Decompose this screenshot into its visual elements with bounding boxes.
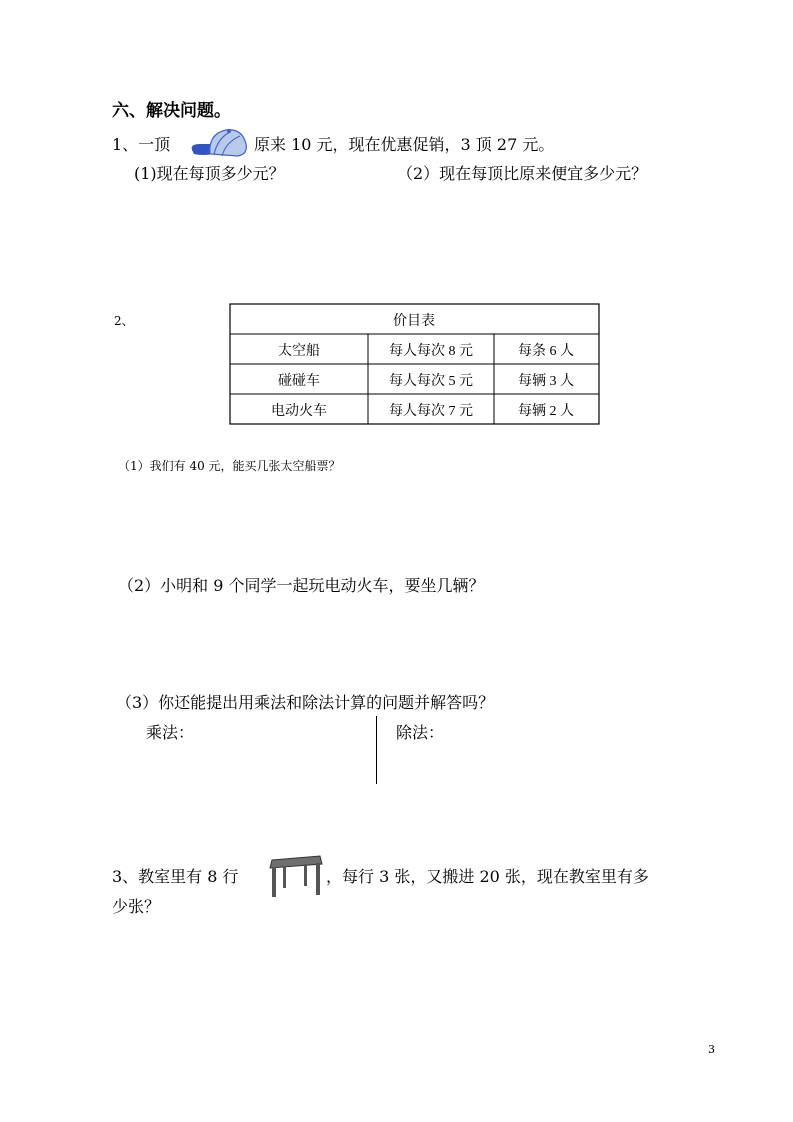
- q3-prefix: 3、教室里有 8 行: [112, 867, 239, 886]
- desk-icon: [268, 854, 324, 900]
- q2-sub1: （1）我们有 40 元，能买几张太空船票？: [118, 459, 341, 473]
- answer-divider: [376, 716, 377, 784]
- cap-icon: [188, 126, 250, 160]
- price-table: [229, 303, 601, 427]
- table-cell: 太空船: [278, 344, 320, 359]
- table-cell: 电动火车: [271, 404, 327, 419]
- q1-sub2: （2）现在每顶比原来便宜多少元？: [397, 164, 648, 183]
- page-number: 3: [708, 1043, 715, 1056]
- table-cell: 每人每次 8 元: [389, 344, 473, 359]
- section-heading: 六、解决问题。: [112, 101, 231, 121]
- table-cell: 每条 6 人: [518, 344, 574, 359]
- table-cell: 每人每次 7 元: [389, 404, 473, 419]
- divide-label: 除法：: [396, 723, 445, 742]
- q3-line2: 少张？: [112, 897, 161, 916]
- q2-label: 2、: [114, 314, 134, 328]
- table-title: 价目表: [393, 314, 435, 329]
- table-cell: 每辆 2 人: [518, 404, 574, 419]
- table-cell: 每人每次 5 元: [389, 374, 473, 389]
- table-cell: 每辆 3 人: [518, 374, 574, 389]
- table-cell: 碰碰车: [278, 374, 320, 389]
- q3-text: ，每行 3 张，又搬进 20 张，现在教室里有多: [326, 867, 649, 886]
- q1-prefix: 1、一顶: [112, 135, 171, 154]
- multiply-label: 乘法：: [146, 723, 195, 742]
- q2-sub2: （2）小明和 9 个同学一起玩电动火车，要坐几辆？: [118, 576, 485, 595]
- q1-sub1: (1)现在每顶多少元？: [134, 164, 285, 183]
- q1-text: 原来 10 元，现在优惠促销，3 顶 27 元。: [254, 135, 555, 154]
- q2-sub3: （3）你还能提出用乘法和除法计算的问题并解答吗？: [116, 693, 495, 712]
